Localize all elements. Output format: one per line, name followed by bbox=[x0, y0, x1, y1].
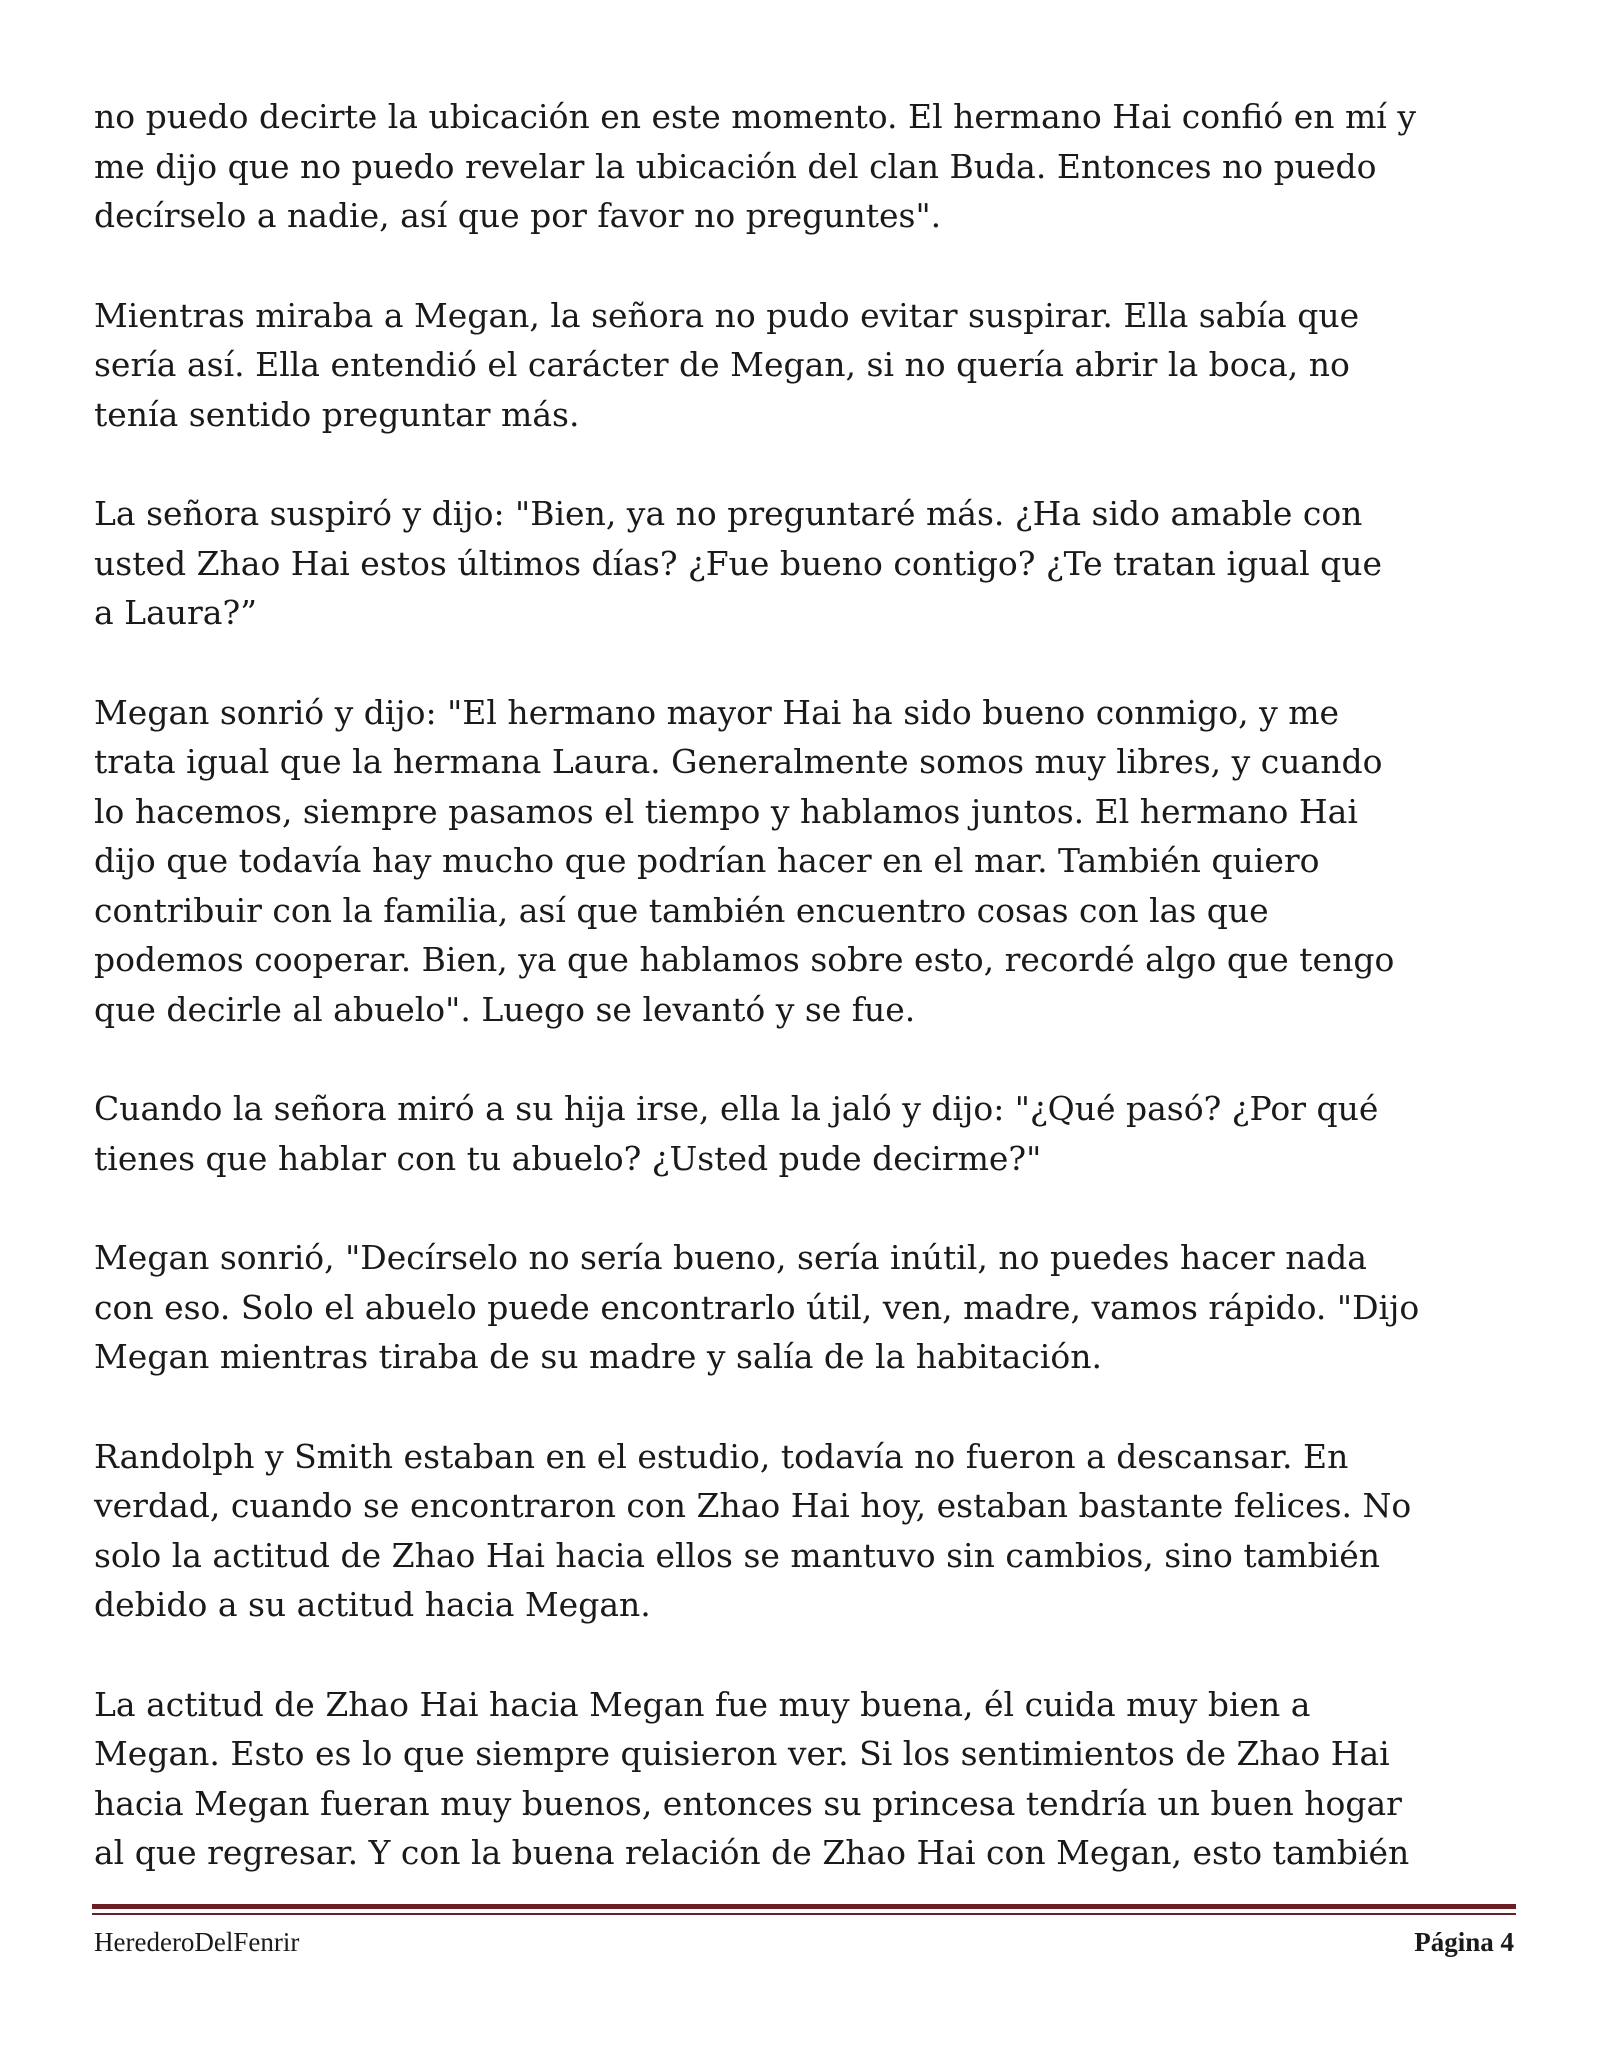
text-line: trata igual que la hermana Laura. Generalmente somos muy libres, y cuando bbox=[94, 742, 1383, 781]
text-line: tenía sentido preguntar más. bbox=[94, 394, 580, 434]
page-number: Página 4 bbox=[1414, 1927, 1514, 1957]
paragraph bbox=[94, 291, 1514, 440]
page-footer bbox=[94, 1922, 1514, 1962]
paragraph bbox=[94, 1233, 1514, 1382]
text-line: solo la actitud de Zhao Hai hacia ellos se mantuvo sin cambios, sino también bbox=[94, 1535, 1381, 1575]
text-line: decírselo a nadie, así que por favor no preguntes". bbox=[94, 196, 942, 235]
text-line: Megan sonrió, "Decírselo no sería bueno, sería inútil, no puedes hacer nada bbox=[94, 1238, 1367, 1277]
text-line: usted Zhao Hai estos últimos días? ¿Fue bueno contigo? ¿Te tratan igual que bbox=[94, 543, 1383, 583]
paragraph bbox=[94, 1432, 1514, 1630]
text-line: al que regresar. Y con la buena relación de Zhao Hai con Megan, esto también bbox=[94, 1833, 1410, 1872]
text-line: a Laura?” bbox=[94, 593, 258, 632]
paragraph bbox=[94, 489, 1514, 638]
footer-divider-thin bbox=[92, 1913, 1516, 1915]
paragraph bbox=[94, 1680, 1514, 1878]
text-line: hacia Megan fueran muy buenos, entonces su princesa tendría un buen hogar bbox=[94, 1783, 1402, 1823]
text-line: La actitud de Zhao Hai hacia Megan fue muy buena, él cuida muy bien a bbox=[94, 1684, 1311, 1724]
paragraph bbox=[94, 688, 1514, 1035]
text-line: Megan sonrió y dijo: "El hermano mayor Hai ha sido bueno conmigo, y me bbox=[94, 692, 1340, 732]
text-line: que decirle al abuelo". Luego se levantó y se fue. bbox=[94, 989, 916, 1029]
text-line: podemos cooperar. Bien, ya que hablamos sobre esto, recordé algo que tengo bbox=[94, 940, 1395, 979]
text-line: sería así. Ella entendió el carácter de Megan, si no quería abrir la boca, no bbox=[94, 345, 1350, 384]
text-line: Megan. Esto es lo que siempre quisieron ver. Si los sentimientos de Zhao Hai bbox=[94, 1734, 1390, 1773]
text-line: contribuir con la familia, así que también encuentro cosas con las que bbox=[94, 890, 1269, 930]
footer-divider-thick bbox=[92, 1904, 1516, 1909]
text-line: lo hacemos, siempre pasamos el tiempo y hablamos juntos. El hermano Hai bbox=[94, 791, 1358, 831]
text-line: dijo que todavía hay mucho que podrían hacer en el mar. También quiero bbox=[94, 841, 1320, 880]
paragraph bbox=[94, 1084, 1514, 1183]
text-line: Mientras miraba a Megan, la señora no pudo evitar suspirar. Ella sabía que bbox=[94, 295, 1360, 335]
footer-author: HerederoDelFenrir bbox=[94, 1927, 300, 1957]
text-line: Megan mientras tiraba de su madre y salía de la habitación. bbox=[94, 1337, 1102, 1376]
text-line: tienes que hablar con tu abuelo? ¿Usted pude decirme?" bbox=[94, 1138, 1042, 1178]
text-line: verdad, cuando se encontraron con Zhao Hai hoy, estaban bastante felices. No bbox=[94, 1486, 1412, 1525]
text-line: no puedo decirte la ubicación en este momento. El hermano Hai confió en mí y bbox=[94, 97, 1416, 136]
text-line: Randolph y Smith estaban en el estudio, todavía no fueron a descansar. En bbox=[94, 1436, 1349, 1476]
body-text bbox=[94, 92, 1514, 1928]
text-line: con eso. Solo el abuelo puede encontrarlo útil, ven, madre, vamos rápido. "Dijo bbox=[94, 1287, 1420, 1327]
text-line: Cuando la señora miró a su hija irse, ella la jaló y dijo: "¿Qué pasó? ¿Por qué bbox=[94, 1089, 1379, 1128]
text-line: La señora suspiró y dijo: "Bien, ya no preguntaré más. ¿Ha sido amable con bbox=[94, 494, 1363, 533]
text-line: debido a su actitud hacia Megan. bbox=[94, 1585, 651, 1624]
text-line: me dijo que no puedo revelar la ubicación del clan Buda. Entonces no puedo bbox=[94, 146, 1377, 186]
paragraph bbox=[94, 92, 1514, 241]
